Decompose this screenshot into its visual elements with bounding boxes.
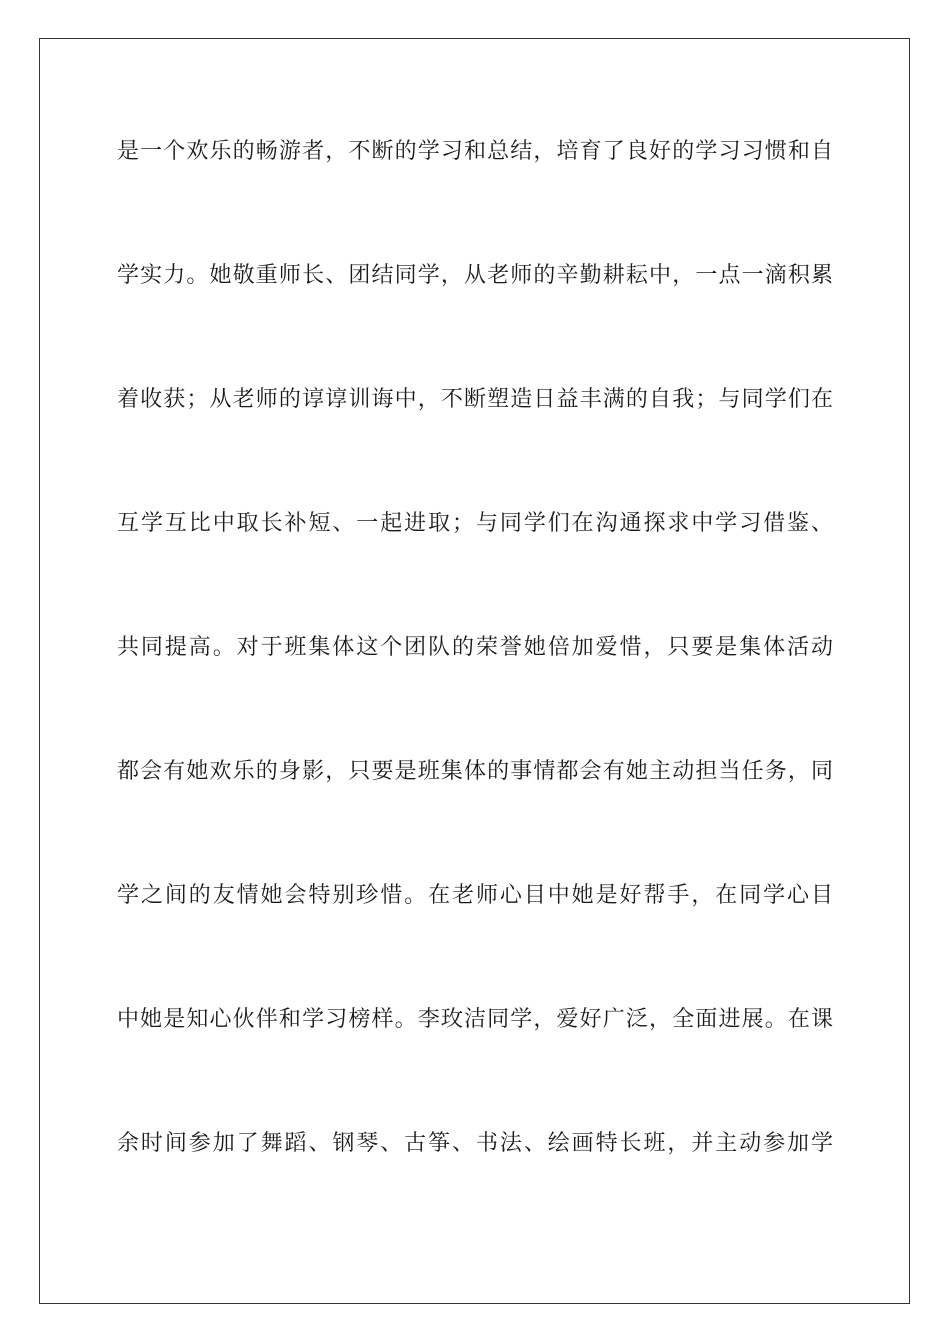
text-line-5: 共同提高。对于班集体这个团队的荣誉她倍加爱惜，只要是集体活动 xyxy=(117,635,833,660)
text-line-3: 着收获；从老师的谆谆训诲中，不断塑造日益丰满的自我；与同学们在 xyxy=(117,387,833,412)
text-line-7: 学之间的友情她会特别珍惜。在老师心目中她是好帮手，在同学心目 xyxy=(117,883,833,908)
text-line-4: 互学互比中取长补短、一起进取；与同学们在沟通探求中学习借鉴、 xyxy=(117,511,833,536)
text-line-8: 中她是知心伙伴和学习榜样。李玫洁同学，爱好广泛，全面进展。在课 xyxy=(117,1007,833,1032)
body-text xyxy=(117,130,833,1246)
text-line-1: 是一个欢乐的畅游者，不断的学习和总结，培育了良好的学习习惯和自 xyxy=(117,139,833,164)
text-line-6: 都会有她欢乐的身影，只要是班集体的事情都会有她主动担当任务，同 xyxy=(117,759,833,784)
text-line-2: 学实力。她敬重师长、团结同学，从老师的辛勤耕耘中，一点一滴积累 xyxy=(117,263,833,288)
text-line-9: 余时间参加了舞蹈、钢琴、古筝、书法、绘画特长班，并主动参加学 xyxy=(117,1131,833,1156)
